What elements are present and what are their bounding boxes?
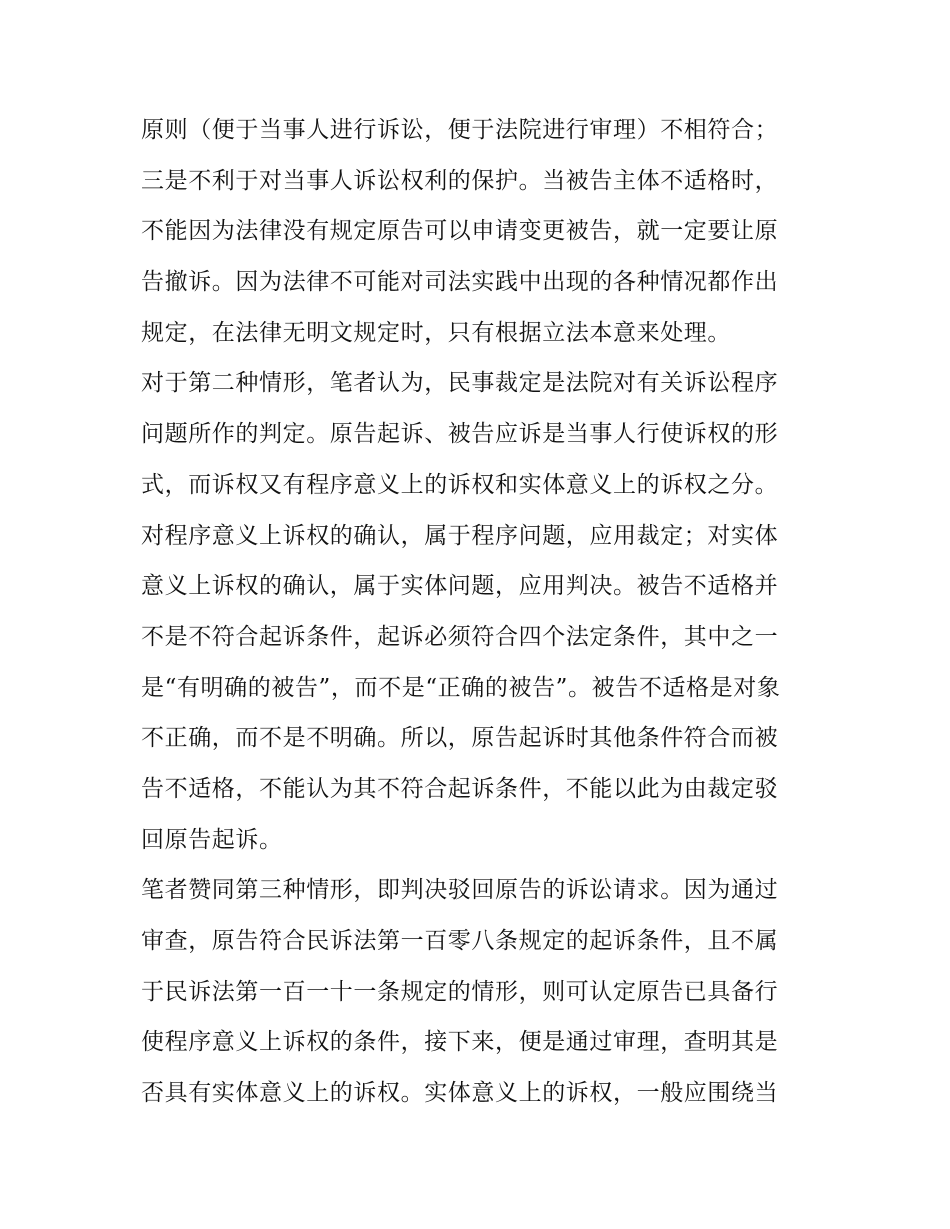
text-line: 使程序意义上诉权的条件，接下来，便是通过审理，查明其是 bbox=[141, 1029, 779, 1056]
text-line: 告不适格，不能认为其不符合起诉条件，不能以此为由裁定驳 bbox=[141, 775, 779, 802]
text-line: 规定，在法律无明文规定时，只有根据立法本意来处理。 bbox=[141, 319, 731, 346]
text-line: 审查，原告符合民诉法第一百零八条规定的起诉条件，且不属 bbox=[141, 928, 779, 954]
text-line: 否具有实体意义上的诉权。实体意义上的诉权，一般应围绕当 bbox=[141, 1080, 779, 1107]
text-line: 原则（便于当事人进行诉讼，便于法院进行审理）不相符合； bbox=[141, 117, 779, 143]
text-line: 不能因为法律没有规定原告可以申请变更被告，就一定要让原 bbox=[141, 218, 779, 245]
text-line: 不正确，而不是不明确。所以，原告起诉时其他条件符合而被 bbox=[141, 725, 779, 752]
text-line: 是“有明确的被告”，而不是“正确的被告”。被告不适格是对象 bbox=[141, 674, 781, 701]
text-line: 对程序意义上诉权的确认，属于程序问题，应用裁定；对实体 bbox=[141, 522, 779, 549]
text-line: 于民诉法第一百一十一条规定的情形，则可认定原告已具备行 bbox=[141, 978, 779, 1005]
text-line: 回原告起诉。 bbox=[141, 826, 283, 853]
text-line: 不是不符合起诉条件，起诉必须符合四个法定条件，其中之一 bbox=[141, 623, 779, 650]
text-line: 式，而诉权又有程序意义上的诉权和实体意义上的诉权之分。 bbox=[141, 471, 779, 498]
text-line: 告撤诉。因为法律不可能对司法实践中出现的各种情况都作出 bbox=[141, 269, 779, 296]
text-line: 三是不利于对当事人诉讼权利的保护。当被告主体不适格时， bbox=[141, 167, 779, 194]
text-line: 笔者赞同第三种情形，即判决驳回原告的诉讼请求。因为通过 bbox=[141, 877, 779, 904]
text-line: 对于第二种情形，笔者认为，民事裁定是法院对有关诉讼程序 bbox=[141, 370, 779, 397]
text-line: 问题所作的判定。原告起诉、被告应诉是当事人行使诉权的形 bbox=[141, 421, 779, 448]
text-line: 意义上诉权的确认，属于实体问题，应用判决。被告不适格并 bbox=[141, 573, 779, 600]
body-text bbox=[141, 105, 821, 1119]
